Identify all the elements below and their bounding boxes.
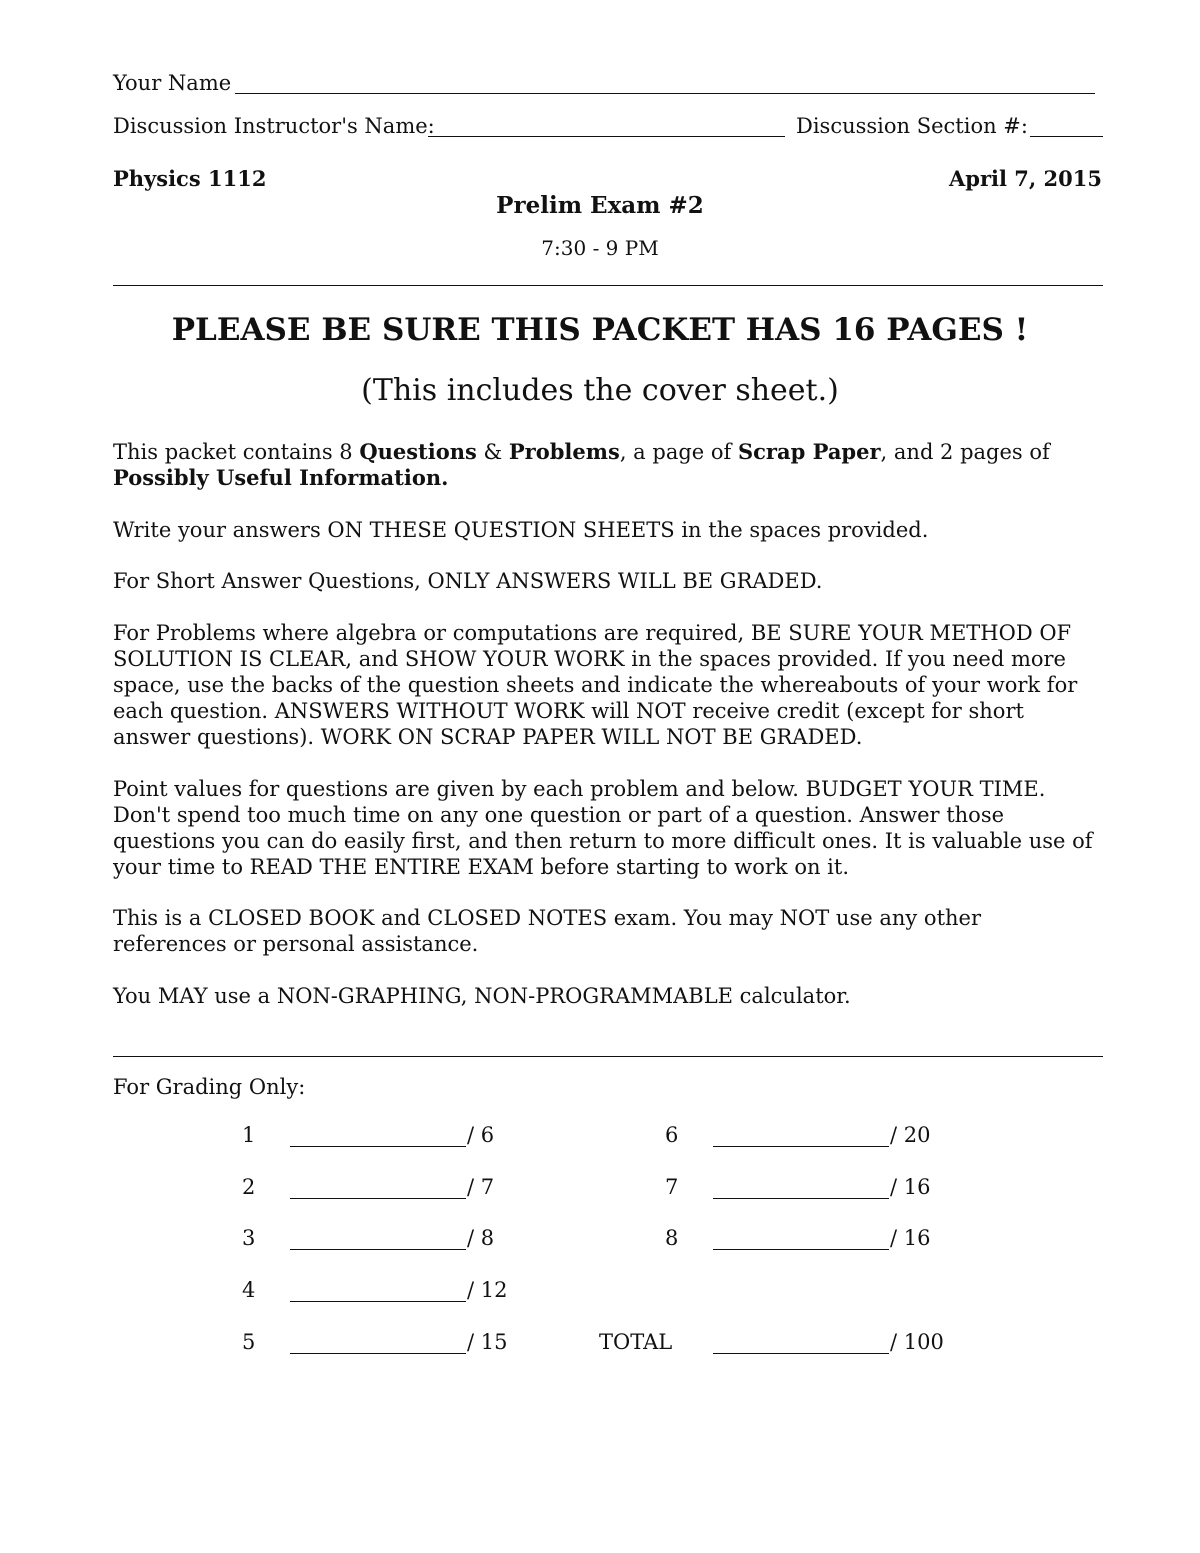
grade-score-line[interactable]: [713, 1249, 889, 1250]
grade-score-line[interactable]: [290, 1301, 466, 1302]
divider-bottom: [113, 1056, 1103, 1057]
section-label: Discussion Section #:: [796, 114, 1028, 138]
grade-total-line[interactable]: [713, 1353, 889, 1354]
cover-sheet-note: (This includes the cover sheet.): [361, 373, 839, 408]
grade-total-max: / 100: [890, 1330, 944, 1354]
bold-scrap-paper: Scrap Paper: [737, 439, 881, 464]
grade-max-points: / 20: [890, 1123, 931, 1147]
paragraph-line: space, use the backs of the question sheets and indicate the whereabouts of your work for: [113, 673, 1078, 697]
grade-item-number: 3: [242, 1226, 256, 1250]
paragraph-line: This is a CLOSED BOOK and CLOSED NOTES exam. You may NOT use any other: [113, 906, 981, 930]
instructions-closed-book: [113, 905, 1103, 957]
text-fragment: , a page of: [619, 440, 738, 464]
instructions-problems: [113, 620, 1103, 750]
instructions-point-values: [113, 776, 1103, 880]
paragraph-line: For Problems where algebra or computations are required, BE SURE YOUR METHOD OF: [113, 621, 1072, 645]
instructions-calculator: [113, 983, 1103, 1009]
grading-label: For Grading Only:: [113, 1075, 306, 1099]
page-count-notice: PLEASE BE SURE THIS PACKET HAS 16 PAGES !: [171, 312, 1029, 348]
grade-max-points: / 8: [467, 1226, 495, 1250]
grade-score-line[interactable]: [713, 1146, 889, 1147]
grade-score-line[interactable]: [290, 1249, 466, 1250]
exam-title: Prelim Exam #2: [496, 192, 704, 219]
instructions-short-answer: [113, 568, 1103, 594]
grade-item-number: 8: [665, 1226, 679, 1250]
grade-item-number: 5: [242, 1330, 256, 1354]
paragraph-line: For Short Answer Questions, ONLY ANSWERS WILL BE GRADED.: [113, 569, 823, 593]
paragraph-line: You MAY use a NON-GRAPHING, NON-PROGRAMMABLE calculator.: [113, 984, 851, 1008]
grade-item-number: 7: [665, 1175, 679, 1199]
grade-score-line[interactable]: [290, 1353, 466, 1354]
section-field-line[interactable]: [1030, 136, 1103, 137]
grade-item-number: 2: [242, 1175, 256, 1199]
grade-item-number: 1: [242, 1123, 256, 1147]
exam-date: April 7, 2015: [949, 166, 1102, 191]
grade-max-points: / 12: [467, 1278, 508, 1302]
grade-max-points: / 15: [467, 1330, 508, 1354]
paragraph-line: questions you can do easily first, and then return to more difficult ones. It is valuable use of: [113, 829, 1093, 853]
divider-top: [113, 285, 1103, 286]
paragraph-line: SOLUTION IS CLEAR, and SHOW YOUR WORK in the spaces provided. If you need more: [113, 647, 1066, 671]
grade-total-label: TOTAL: [599, 1330, 673, 1354]
paragraph-line: Point values for questions are given by each problem and below. BUDGET YOUR TIME.: [113, 777, 1046, 801]
text-fragment: , and 2 pages of: [880, 440, 1050, 464]
paragraph-line: references or personal assistance.: [113, 932, 479, 956]
instructions-contents: [113, 439, 1103, 491]
bold-questions: Questions: [359, 439, 477, 464]
paragraph-line: Write your answers ON THESE QUESTION SHEETS in the spaces provided.: [113, 518, 929, 542]
instructor-field-line[interactable]: [428, 136, 785, 137]
grade-max-points: / 7: [467, 1175, 495, 1199]
instructions-answer-location: [113, 517, 1103, 543]
grade-max-points: / 16: [890, 1175, 931, 1199]
grade-max-points: / 16: [890, 1226, 931, 1250]
bold-problems: Problems: [508, 439, 620, 464]
exam-time: 7:30 - 9 PM: [541, 236, 659, 260]
name-field-line[interactable]: [235, 93, 1095, 94]
bold-useful-info: Possibly Useful Information.: [113, 465, 449, 490]
text-fragment: This packet contains 8: [113, 440, 360, 464]
grade-score-line[interactable]: [713, 1198, 889, 1199]
text-fragment: &: [476, 440, 509, 464]
grade-score-line[interactable]: [290, 1146, 466, 1147]
instructor-label: Discussion Instructor's Name:: [113, 114, 435, 138]
name-label: Your Name: [113, 71, 232, 95]
course-title: Physics 1112: [113, 166, 267, 191]
paragraph-line: Don't spend too much time on any one question or part of a question. Answer those: [113, 803, 1005, 827]
paragraph-line: each question. ANSWERS WITHOUT WORK will NOT receive credit (except for short: [113, 699, 1024, 723]
paragraph-line: answer questions). WORK ON SCRAP PAPER WILL NOT BE GRADED.: [113, 725, 863, 749]
grade-item-number: 6: [665, 1123, 679, 1147]
paragraph-line: your time to READ THE ENTIRE EXAM before starting to work on it.: [113, 855, 850, 879]
grade-score-line[interactable]: [290, 1198, 466, 1199]
grade-max-points: / 6: [467, 1123, 495, 1147]
grade-item-number: 4: [242, 1278, 256, 1302]
